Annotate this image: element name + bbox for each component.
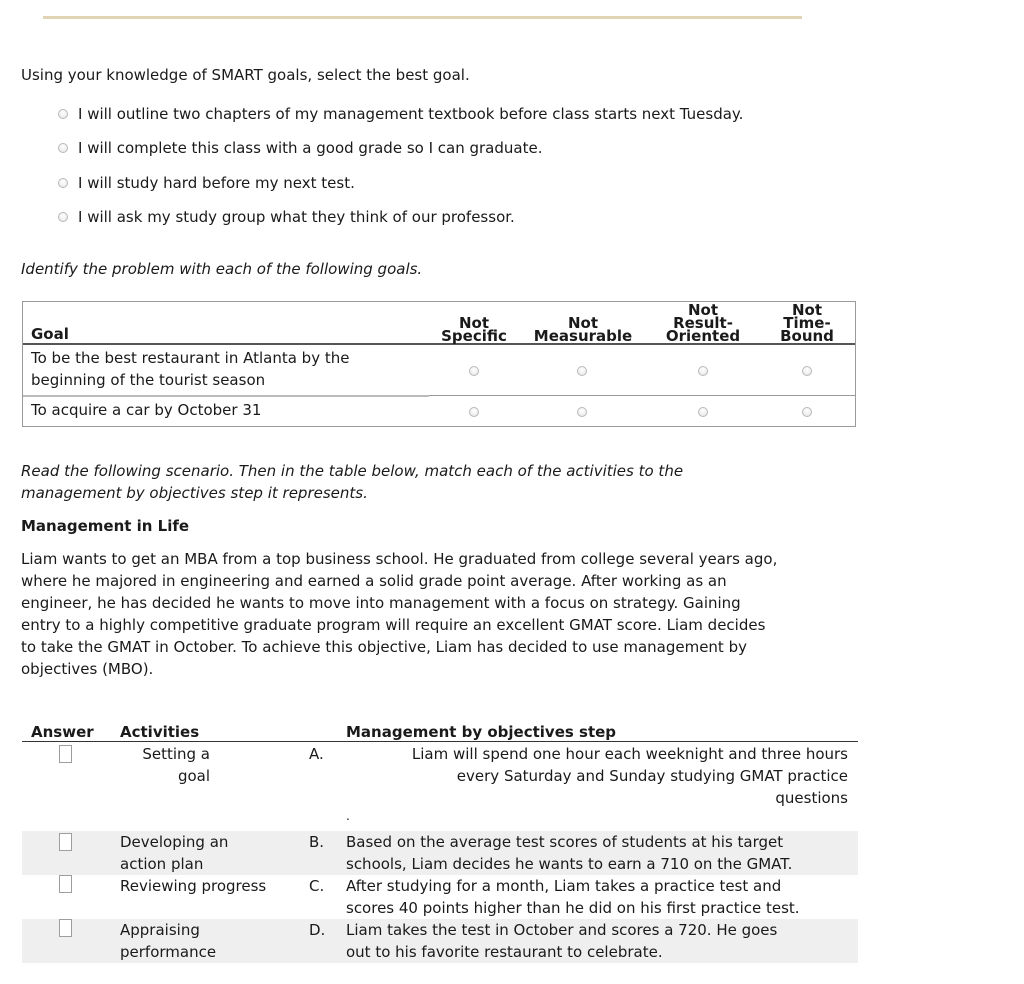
activity-label: Reviewing progress xyxy=(120,877,267,895)
col-not-specific xyxy=(437,314,511,345)
radio-not-result-oriented[interactable] xyxy=(698,407,708,417)
question2-prompt: Identify the problem with each of the following goals. xyxy=(21,260,423,278)
radio-not-measurable[interactable] xyxy=(577,407,587,417)
radio-not-time-bound[interactable] xyxy=(802,366,812,376)
col-header-line: Not xyxy=(458,314,490,332)
activity-label xyxy=(120,919,216,963)
step-line: every Saturday and Sunday studying GMAT practice xyxy=(456,767,848,785)
question3-prompt xyxy=(21,460,683,504)
col-header-line: Oriented xyxy=(665,327,741,345)
radio-button[interactable] xyxy=(58,212,68,222)
scenario-title: Management in Life xyxy=(21,517,190,535)
activity-line: Setting a xyxy=(142,745,210,763)
activity-line: performance xyxy=(120,943,217,961)
step-letter: C. xyxy=(309,877,325,895)
col-header-line: Not xyxy=(791,301,823,319)
step-letter: D. xyxy=(309,921,326,939)
col-header-line: Result- xyxy=(673,314,733,332)
step-line: Based on the average test scores of students at his target xyxy=(346,833,784,851)
option-label: I will outline two chapters of my management textbook before class starts next Tuesday. xyxy=(78,105,744,123)
col-header-line: Not xyxy=(567,314,599,332)
option-label: I will study hard before my next test. xyxy=(78,174,355,192)
step-line: questions xyxy=(775,789,848,807)
question1-prompt: Using your knowledge of SMART goals, select the best goal. xyxy=(21,66,470,84)
step-line: Liam will spend one hour each weeknight and three hours xyxy=(411,745,848,763)
radio-not-result-oriented[interactable] xyxy=(698,366,708,376)
col-header-line: Bound xyxy=(780,327,834,345)
scenario-line: engineer, he has decided he wants to move into management with a focus on strategy. Gaining xyxy=(21,594,741,612)
table-row xyxy=(23,345,855,396)
col-not-time-bound xyxy=(771,301,843,345)
step-line: schools, Liam decides he wants to earn a 710 on the GMAT. xyxy=(346,855,793,873)
activities-column-header: Activities xyxy=(120,723,200,741)
goal-text-line: To be the best restaurant in Atlanta by the xyxy=(31,349,350,367)
step-text xyxy=(346,743,848,823)
step-text xyxy=(346,919,777,963)
scenario-line: to take the GMAT in October. To achieve this objective, Liam has decided to use management by xyxy=(21,638,747,656)
col-header-line: Not xyxy=(687,301,719,319)
option-3[interactable] xyxy=(58,173,355,193)
match-row-a xyxy=(22,743,858,831)
goal-text: To acquire a car by October 31 xyxy=(31,401,262,419)
match-row-c xyxy=(22,875,858,919)
radio-button[interactable] xyxy=(58,178,68,188)
activity-line: action plan xyxy=(120,855,204,873)
option-4[interactable] xyxy=(58,207,515,227)
header-rule xyxy=(22,741,858,742)
step-line: scores 40 points higher than he did on his first practice test. xyxy=(346,899,800,917)
radio-not-measurable[interactable] xyxy=(577,366,587,376)
answer-box[interactable] xyxy=(59,875,72,893)
answer-box[interactable] xyxy=(59,919,72,937)
goal-column-header: Goal xyxy=(31,325,69,343)
scenario-line: where he majored in engineering and earned a solid grade point average. After working as an xyxy=(21,572,727,590)
activity-label xyxy=(120,831,228,875)
scenario-text xyxy=(21,548,777,680)
goal-text xyxy=(31,347,349,391)
activity-line: Appraising xyxy=(120,921,200,939)
step-column-header: Management by objectives step xyxy=(346,723,617,741)
radio-not-specific[interactable] xyxy=(469,366,479,376)
option-1[interactable] xyxy=(58,104,743,124)
prompt-line: management by objectives step it represents. xyxy=(21,484,368,502)
answer-box[interactable] xyxy=(59,745,72,763)
goal-text-line: beginning of the tourist season xyxy=(31,371,266,389)
option-label: I will complete this class with a good grade so I can graduate. xyxy=(78,139,543,157)
radio-button[interactable] xyxy=(58,143,68,153)
step-letter: B. xyxy=(309,833,325,851)
col-header-line: Specific xyxy=(441,327,507,345)
col-header-line: Time- xyxy=(783,314,831,332)
activity-line: Developing an xyxy=(120,833,229,851)
step-line: Liam takes the test in October and scores a 720. He goes xyxy=(346,921,778,939)
option-2[interactable] xyxy=(58,138,542,158)
radio-not-time-bound[interactable] xyxy=(802,407,812,417)
option-label: I will ask my study group what they think of our professor. xyxy=(78,208,515,226)
step-line: After studying for a month, Liam takes a practice test and xyxy=(346,877,782,895)
step-text xyxy=(346,831,792,875)
table-header xyxy=(23,302,855,345)
scenario-line: Liam wants to get an MBA from a top business school. He graduated from college several years ago, xyxy=(21,550,778,568)
step-text xyxy=(346,875,800,919)
match-row-b xyxy=(22,831,858,875)
col-not-result-oriented xyxy=(659,301,747,345)
match-row-d xyxy=(22,919,858,963)
top-divider xyxy=(43,16,802,19)
radio-button[interactable] xyxy=(58,109,68,119)
answer-column-header: Answer xyxy=(31,723,94,741)
activity-line: goal xyxy=(177,767,210,785)
activity-label xyxy=(114,743,210,787)
step-letter: A. xyxy=(309,745,324,763)
col-not-measurable xyxy=(529,314,637,345)
step-line: . xyxy=(346,809,350,823)
col-header-line: Measurable xyxy=(533,327,633,345)
prompt-line: Read the following scenario. Then in the table below, match each of the activities to the xyxy=(21,462,684,480)
scenario-line: objectives (MBO). xyxy=(21,660,154,678)
step-line: out to his favorite restaurant to celebrate. xyxy=(346,943,663,961)
answer-box[interactable] xyxy=(59,833,72,851)
scenario-line: entry to a highly competitive graduate program will require an excellent GMAT score. Liam decides xyxy=(21,616,766,634)
table-row xyxy=(23,397,855,426)
goal-problem-table xyxy=(22,301,856,427)
radio-not-specific[interactable] xyxy=(469,407,479,417)
